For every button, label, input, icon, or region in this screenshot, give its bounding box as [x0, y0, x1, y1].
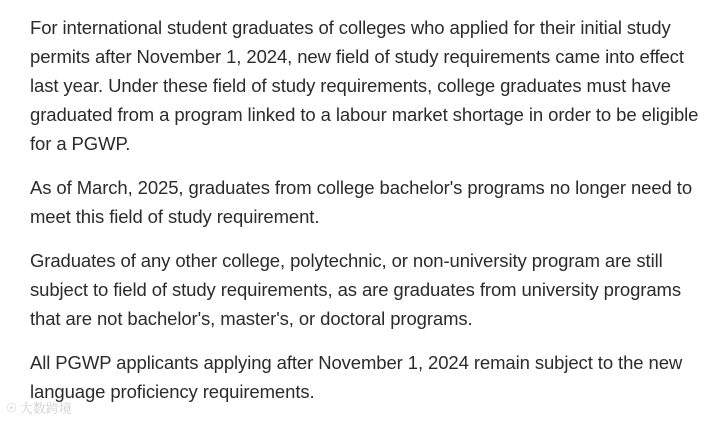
- watermark: [6, 398, 72, 417]
- paragraph-language-requirements: All PGWP applicants applying after November 1, 2024 remain subject to the new language proficiency requirements.: [30, 352, 683, 402]
- paragraph-field-of-study-intro: For international student graduates of colleges who applied for their initial study permits after November 1, 2024, new field of study requirements came into effect last year. Under these field of study requirements, college graduates must have graduated from a program linked to a labour market shortage in order to be eligible for a PGWP.: [30, 17, 699, 154]
- paragraph-other-programs: Graduates of any other college, polytechnic, or non-university program are still subject to field of study requirements, as are graduates from university programs that are not bachelor's, master's, or doctoral programs.: [30, 250, 682, 329]
- paragraph-bachelors-exemption: As of March, 2025, graduates from college bachelor's programs no longer need to meet this field of study requirement.: [30, 177, 693, 227]
- watermark-text: 大数跨境: [19, 402, 72, 417]
- watermark-logo-icon: ☉: [6, 400, 17, 415]
